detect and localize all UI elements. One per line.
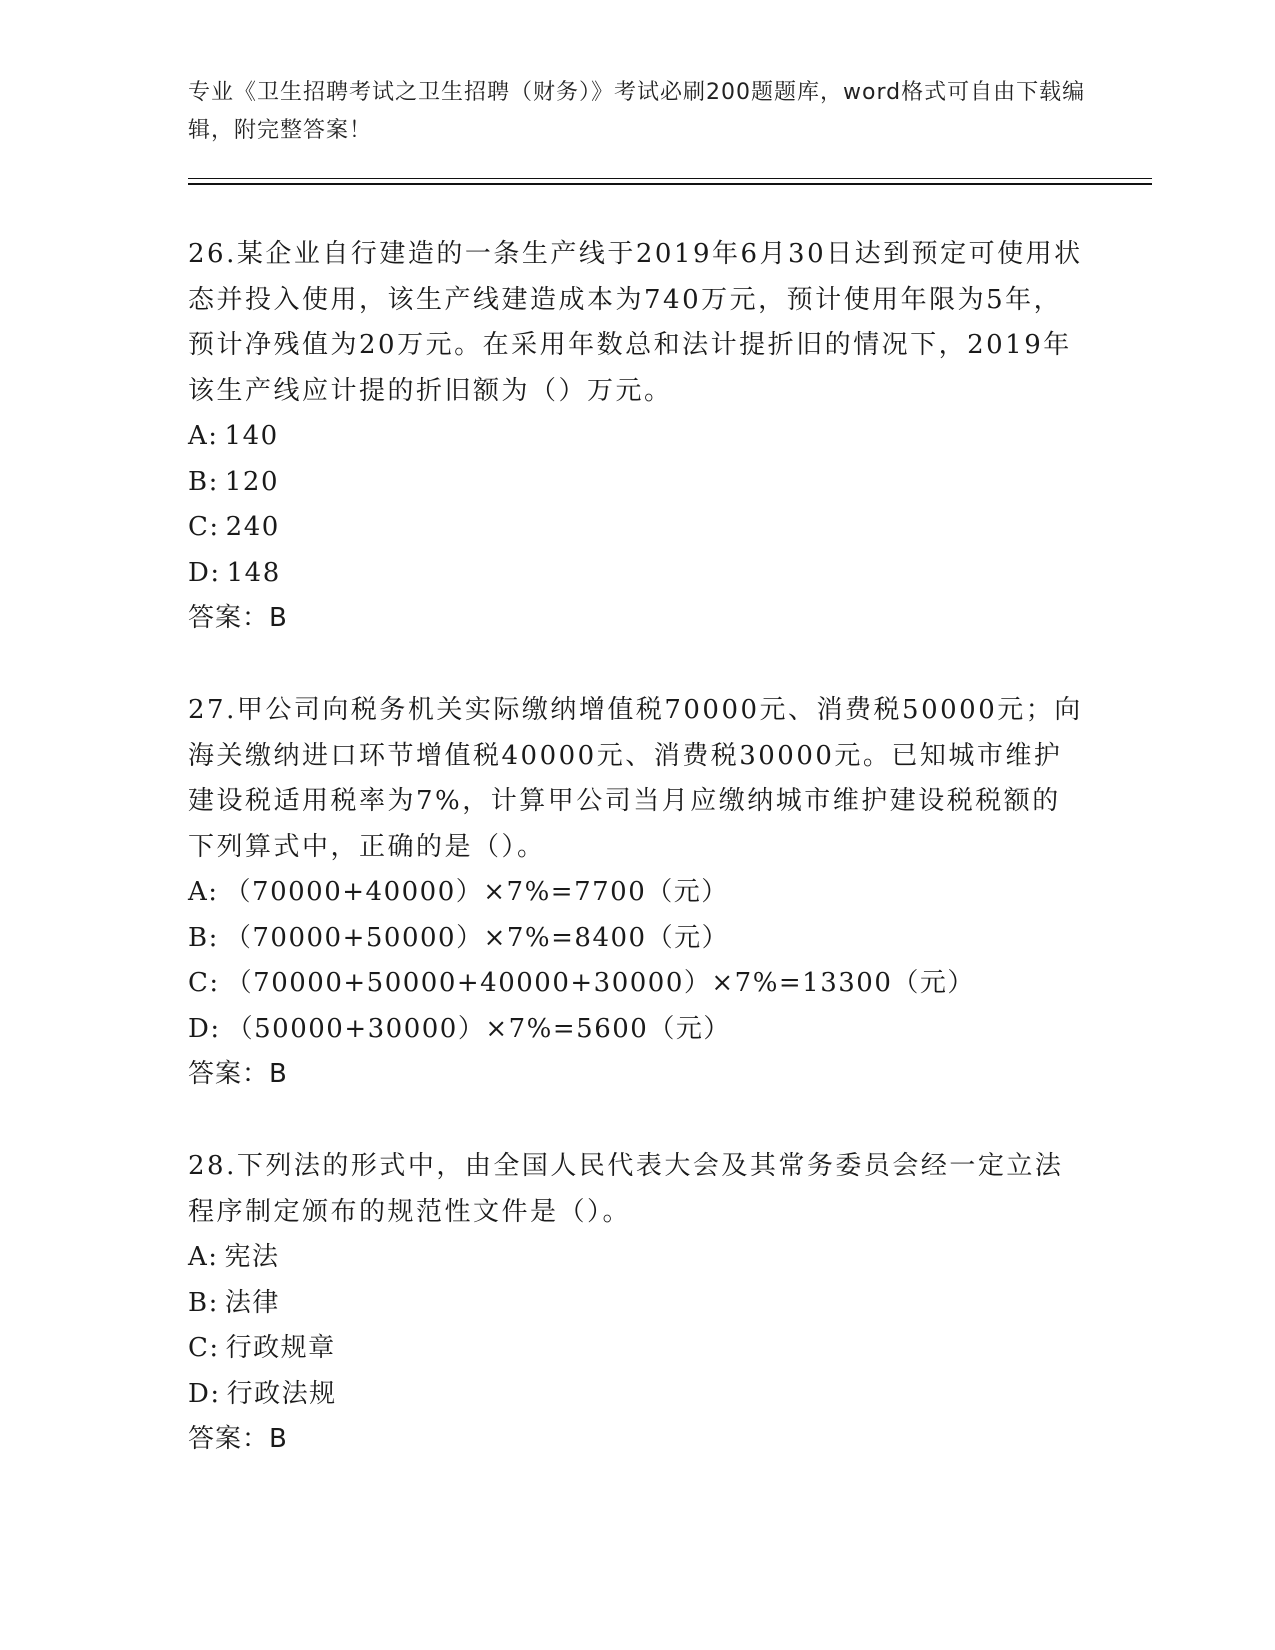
option-text: 行政规章 [225, 1333, 336, 1363]
option-key: C [188, 968, 210, 998]
question-26 [188, 232, 1088, 642]
option-d: D: （50000+30000）×7%=5600（元） [188, 1007, 1088, 1053]
question-27 [188, 688, 1088, 1098]
option-b: B: 法律 [188, 1281, 1088, 1327]
answer-line: 答案：B [188, 603, 288, 633]
option-text: 行政法规 [226, 1378, 337, 1409]
document-header: 专业《卫生招聘考试之卫生招聘（财务）》考试必刷200题题库，word格式可自由下载编辑，附完整答案！ [188, 80, 1086, 143]
option-key: D [188, 1378, 211, 1409]
option-d: D: 148 [188, 551, 1088, 597]
option-text: （70000+50000）×7%=8400（元） [224, 922, 730, 953]
question-stem: 26.某企业自行建造的一条生产线于2019年6月30日达到预定可使用状态并投入使用，该生产线建造成本为740万元，预计使用年限为5年，预计净残值为20万元。在采用年数总和法计提折旧的情况下，2019年该生产线应计提的折旧额为（）万元。 [188, 239, 1083, 406]
header-divider-thin [188, 178, 1152, 179]
option-text: （70000+50000+40000+30000）×7%=13300（元） [225, 968, 975, 998]
option-key: B [188, 1287, 209, 1318]
header-divider-thick [188, 183, 1152, 185]
answer-line: 答案：B [188, 1059, 288, 1089]
option-text: （70000+40000）×7%=7700（元） [224, 877, 729, 907]
question-stem: 27.甲公司向税务机关实际缴纳增值税70000元、消费税50000元；向海关缴纳进口环节增值税40000元、消费税30000元。已知城市维护建设税适用税率为7%，计算甲公司当月应缴纳城市维护建设税税额的下列算式中，正确的是（）。 [188, 695, 1083, 862]
option-key: B [188, 922, 209, 953]
option-key: A [188, 1242, 209, 1272]
option-text: 140 [224, 421, 279, 451]
option-key: B [188, 466, 209, 497]
option-key: D [188, 557, 211, 588]
option-key: A [188, 877, 209, 907]
option-text: 120 [224, 466, 280, 497]
option-text: 240 [225, 512, 280, 542]
option-text: 148 [226, 557, 281, 588]
option-a: A: 140 [188, 414, 1088, 460]
option-key: C [188, 512, 210, 542]
question-stem: 28.下列法的形式中，由全国人民代表大会及其常务委员会经一定立法程序制定颁布的规范性文件是（）。 [188, 1151, 1064, 1227]
option-c: C: 240 [188, 505, 1088, 551]
option-text: 宪法 [224, 1242, 280, 1272]
option-d: D: 行政法规 [188, 1372, 1088, 1418]
option-text: （50000+30000）×7%=5600（元） [226, 1013, 731, 1044]
option-a: A: 宪法 [188, 1235, 1088, 1281]
option-c: C: 行政规章 [188, 1326, 1088, 1372]
option-text: 法律 [224, 1287, 280, 1318]
option-b: B: 120 [188, 460, 1088, 506]
question-28 [188, 1144, 1088, 1463]
option-a: A: （70000+40000）×7%=7700（元） [188, 870, 1088, 916]
option-b: B: （70000+50000）×7%=8400（元） [188, 916, 1088, 962]
option-c: C: （70000+50000+40000+30000）×7%=13300（元） [188, 961, 1088, 1007]
option-key: A [188, 421, 209, 451]
option-key: D [188, 1013, 211, 1044]
option-key: C [188, 1333, 210, 1363]
answer-line: 答案：B [188, 1424, 288, 1454]
